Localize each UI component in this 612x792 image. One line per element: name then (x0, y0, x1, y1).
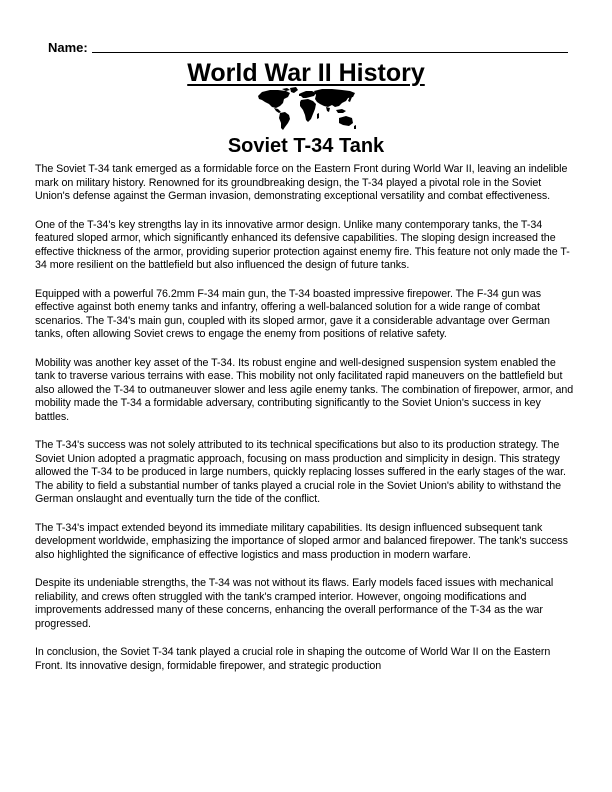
paragraph: Mobility was another key asset of the T-34. Its robust engine and well-designed suspension system enabled the tank to traverse various terrains with ease. This mobility not only facilitated rapid maneuvers on the battlefield but also allowed the T-34 to outmaneuver slower and less agile enemy tanks. The combination of firepower, armor, and mobility made the T-34 a formidable adversary, contributing significantly to the Soviet Union's success in key battles. (35, 356, 574, 423)
article-title: Soviet T-34 Tank (227, 135, 385, 157)
page-title (0, 52, 612, 89)
paragraph: The Soviet T-34 tank emerged as a formidable force on the Eastern Front during World War II, leaving an indelible mark on military history. Renowned for its groundbreaking design, the T-34 played a pivotal role in the Soviet Union's defense against the German invasion, demonstrating exceptional versatility and combat effectiveness. (35, 163, 568, 202)
paragraph: One of the T-34's key strengths lay in its innovative armor design. Unlike many contemporary tanks, the T-34 featured sloped armor, which significantly enhanced its defensive capabilities. The sloping design increased the effective thickness of the armor, providing superior protection against enemy fire. This feature not only made the T-34 more resilient on the battlefield but also influenced the design of future tanks. (35, 218, 570, 271)
paragraph: In conclusion, the Soviet T-34 tank played a crucial role in shaping the outcome of World War II on the Eastern Front. Its innovative design, formidable firepower, and strategic production (35, 646, 551, 672)
world-map-icon (256, 87, 358, 131)
paragraph: Equipped with a powerful 76.2mm F-34 main gun, the T-34 boasted impressive firepower. The F-34 gun was effective against both enemy tanks and infantry, offering a well-balanced solution for a wide range of combat scenarios. The T-34's main gun, coupled with its sloped armor, gave it a considerable advantage over German tanks, often allowing Soviet crews to engage the enemy from positions of relative safety. (35, 287, 550, 340)
article-body (35, 163, 575, 688)
paragraph: The T-34's success was not solely attributed to its technical specifications but also to its production strategy. The Soviet Union adopted a pragmatic approach, focusing on mass production and simplicity in design. This strategy allowed the T-34 to be produced in large numbers, quickly replacing losses suffered in the early stages of the war. The ability to field a substantial number of tanks played a crucial role in the Soviet Union's ability to withstand the German onslaught and eventually turn the tide of the conflict. (35, 439, 566, 505)
paragraph: Despite its undeniable strengths, the T-34 was not without its flaws. Early models faced issues with mechanical reliability, and crews often struggled with the tank's cramped interior. However, ongoing modifications and improvements addressed many of these concerns, enhancing the overall performance of the T-34 as the war progressed. (35, 577, 554, 630)
page-title-text: World War II History (187, 59, 425, 87)
paragraph: The T-34's impact extended beyond its immediate military capabilities. Its design influenced subsequent tank development worldwide, emphasizing the importance of sloped armor and balanced firepower. The tank's success also highlighted the significance of effective logistics and mass production in modern warfare. (35, 521, 568, 561)
name-label: Name: (48, 40, 88, 55)
